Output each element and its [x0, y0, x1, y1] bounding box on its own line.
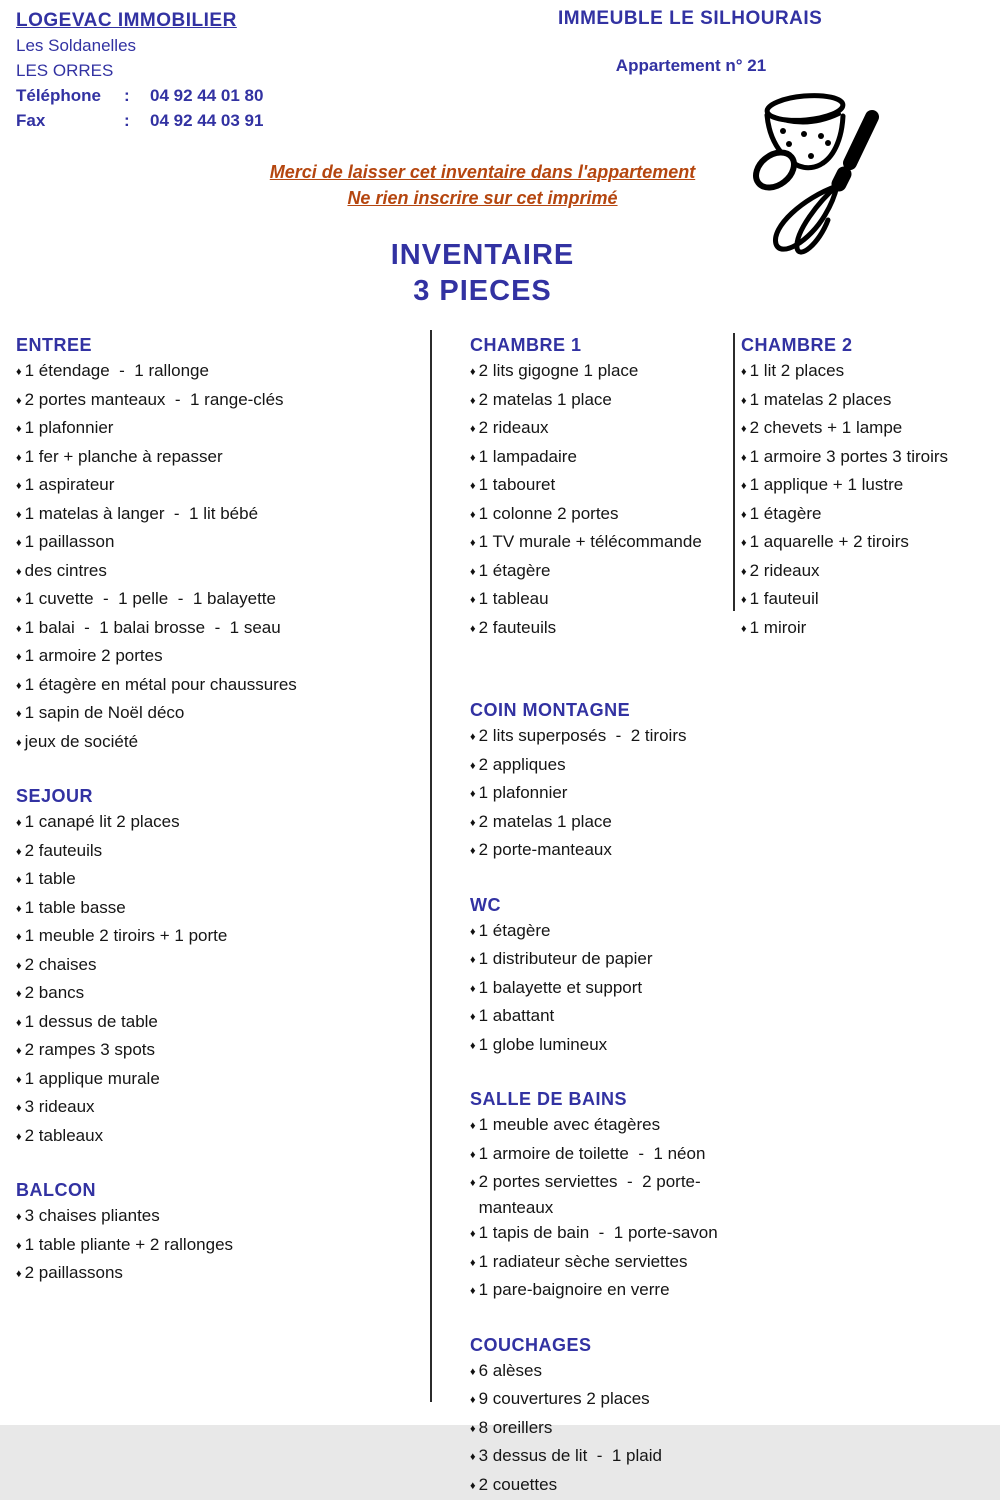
inventory-item: [470, 946, 742, 975]
inventory-item: [470, 1220, 742, 1249]
diamond-bullet-icon: ♦: [16, 645, 22, 671]
inventory-item: [470, 415, 742, 444]
fax-row: [16, 108, 263, 133]
item-text: 3 rideaux: [25, 1094, 95, 1120]
inventory-item: [470, 1032, 742, 1061]
item-text: 1 étagère en métal pour chaussures: [25, 672, 297, 698]
item-text: 2 portes serviettes - 2 porte-manteaux: [479, 1169, 742, 1220]
item-text: 1 étendage - 1 rallonge: [25, 358, 209, 384]
inventory-item: [470, 1386, 742, 1415]
inventory-section: [16, 1177, 428, 1289]
title-line-2: 3 PIECES: [0, 273, 965, 309]
item-text: 1 meuble avec étagères: [479, 1112, 660, 1138]
inventory-item: [470, 809, 742, 838]
section-heading: BALCON: [16, 1177, 428, 1203]
item-text: 1 balayette et support: [479, 975, 643, 1001]
diamond-bullet-icon: ♦: [470, 503, 476, 529]
inventory-item: [16, 838, 428, 867]
inventory-column-left: [16, 332, 428, 1289]
fax-label: Fax: [16, 108, 124, 133]
inventory-item: [16, 558, 428, 587]
inventory-item: [470, 387, 742, 416]
diamond-bullet-icon: ♦: [470, 389, 476, 415]
diamond-bullet-icon: ♦: [741, 560, 747, 586]
item-text: 2 chaises: [25, 952, 97, 978]
inventory-item: [16, 1203, 428, 1232]
diamond-bullet-icon: ♦: [470, 1474, 476, 1500]
inventory-item: [16, 1232, 428, 1261]
diamond-bullet-icon: ♦: [16, 674, 22, 700]
diamond-bullet-icon: ♦: [470, 782, 476, 808]
inventory-section: [470, 332, 742, 643]
section-heading: COIN MONTAGNE: [470, 697, 742, 723]
inventory-column-middle: [470, 332, 742, 1500]
inventory-item: [470, 752, 742, 781]
inventory-item: [16, 866, 428, 895]
item-text: 1 table: [25, 866, 76, 892]
item-text: 2 bancs: [25, 980, 85, 1006]
diamond-bullet-icon: ♦: [741, 417, 747, 443]
inventory-item: [470, 1415, 742, 1444]
inventory-item: [741, 529, 997, 558]
diamond-bullet-icon: ♦: [16, 389, 22, 415]
item-text: 1 cuvette - 1 pelle - 1 balayette: [25, 586, 276, 612]
item-text: 1 armoire 3 portes 3 tiroirs: [750, 444, 948, 470]
city-name: LES ORRES: [16, 58, 263, 83]
inventory-item: [741, 586, 997, 615]
diamond-bullet-icon: ♦: [16, 840, 22, 866]
inventory-item: [741, 558, 997, 587]
fax-number: 04 92 44 03 91: [150, 108, 263, 133]
item-text: 2 paillassons: [25, 1260, 123, 1286]
item-text: 2 appliques: [479, 752, 566, 778]
diamond-bullet-icon: ♦: [16, 1011, 22, 1037]
inventory-column-right: [741, 332, 997, 643]
item-text: 3 chaises pliantes: [25, 1203, 160, 1229]
item-text: 1 paillasson: [25, 529, 115, 555]
diamond-bullet-icon: ♦: [470, 1114, 476, 1140]
item-text: 1 fer + planche à repasser: [25, 444, 223, 470]
item-text: 1 matelas 2 places: [750, 387, 892, 413]
column-divider-left: [430, 330, 432, 1402]
inventory-section: [16, 783, 428, 1151]
inventory-item: [470, 975, 742, 1004]
phone-row: [16, 83, 263, 108]
building-name: IMMEUBLE LE SILHOURAIS: [558, 8, 824, 30]
diamond-bullet-icon: ♦: [470, 839, 476, 865]
diamond-bullet-icon: ♦: [470, 1445, 476, 1471]
diamond-bullet-icon: ♦: [470, 474, 476, 500]
inventory-item: [16, 615, 428, 644]
item-text: 1 étagère: [479, 918, 551, 944]
item-text: 1 armoire 2 portes: [25, 643, 163, 669]
diamond-bullet-icon: ♦: [470, 977, 476, 1003]
item-text: jeux de société: [25, 729, 138, 755]
inventory-item: [741, 387, 997, 416]
inventory-item: [470, 723, 742, 752]
item-text: 2 rampes 3 spots: [25, 1037, 155, 1063]
diamond-bullet-icon: ♦: [16, 868, 22, 894]
inventory-item: [470, 1249, 742, 1278]
inventory-item: [470, 586, 742, 615]
diamond-bullet-icon: ♦: [16, 982, 22, 1008]
inventory-section: [741, 332, 997, 643]
item-text: 1 canapé lit 2 places: [25, 809, 180, 835]
inventory-item: [16, 387, 428, 416]
inventory-item: [470, 444, 742, 473]
diamond-bullet-icon: ♦: [16, 446, 22, 472]
inventory-section: [16, 332, 428, 757]
inventory-item: [470, 358, 742, 387]
inventory-item: [16, 643, 428, 672]
diamond-bullet-icon: ♦: [16, 588, 22, 614]
diamond-bullet-icon: ♦: [470, 1143, 476, 1169]
item-text: 6 alèses: [479, 1358, 542, 1384]
diamond-bullet-icon: ♦: [16, 954, 22, 980]
item-text: 1 distributeur de papier: [479, 946, 653, 972]
inventory-item: [16, 586, 428, 615]
notice-line-2: Ne rien inscrire sur cet imprimé: [0, 185, 965, 211]
inventory-item: [741, 358, 997, 387]
diamond-bullet-icon: ♦: [741, 389, 747, 415]
diamond-bullet-icon: ♦: [470, 446, 476, 472]
inventory-item: [16, 809, 428, 838]
item-text: 1 lampadaire: [479, 444, 577, 470]
inventory-item: [470, 918, 742, 947]
section-heading: SEJOUR: [16, 783, 428, 809]
item-text: 1 colonne 2 portes: [479, 501, 619, 527]
item-text: 1 tabouret: [479, 472, 556, 498]
item-text: 1 armoire de toilette - 1 néon: [479, 1141, 706, 1167]
inventory-item: [741, 615, 997, 644]
inventory-item: [741, 501, 997, 530]
item-text: 2 couettes: [479, 1472, 557, 1498]
inventory-item: [16, 444, 428, 473]
inventory-item: [470, 1003, 742, 1032]
item-text: 1 radiateur sèche serviettes: [479, 1249, 688, 1275]
item-text: 1 matelas à langer - 1 lit bébé: [25, 501, 258, 527]
diamond-bullet-icon: ♦: [470, 1034, 476, 1060]
item-text: 1 table pliante + 2 rallonges: [25, 1232, 233, 1258]
section-heading: CHAMBRE 2: [741, 332, 997, 358]
item-text: 2 rideaux: [750, 558, 820, 584]
diamond-bullet-icon: ♦: [470, 1417, 476, 1443]
diamond-bullet-icon: ♦: [741, 446, 747, 472]
diamond-bullet-icon: ♦: [470, 725, 476, 751]
diamond-bullet-icon: ♦: [16, 617, 22, 643]
item-text: 1 tableau: [479, 586, 549, 612]
inventory-item: [16, 980, 428, 1009]
inventory-item: [470, 1443, 742, 1472]
inventory-item: [16, 472, 428, 501]
inventory-item: [16, 1123, 428, 1152]
notice-line-1: Merci de laisser cet inventaire dans l'appartement: [0, 159, 965, 185]
diamond-bullet-icon: ♦: [741, 531, 747, 557]
diamond-bullet-icon: ♦: [741, 617, 747, 643]
item-text: 1 plafonnier: [479, 780, 568, 806]
section-heading: SALLE DE BAINS: [470, 1086, 742, 1112]
inventory-item: [16, 415, 428, 444]
phone-separator: :: [124, 83, 150, 108]
diamond-bullet-icon: ♦: [470, 531, 476, 557]
inventory-item: [470, 558, 742, 587]
inventory-item: [741, 444, 997, 473]
fax-separator: :: [124, 108, 150, 133]
item-text: 1 meuble 2 tiroirs + 1 porte: [25, 923, 228, 949]
item-text: 2 porte-manteaux: [479, 837, 612, 863]
diamond-bullet-icon: ♦: [470, 1171, 476, 1197]
item-text: 1 applique murale: [25, 1066, 160, 1092]
inventory-item: [16, 1037, 428, 1066]
item-text: 2 rideaux: [479, 415, 549, 441]
inventory-item: [16, 1009, 428, 1038]
inventory-item: [741, 415, 997, 444]
item-text: 2 matelas 1 place: [479, 387, 612, 413]
diamond-bullet-icon: ♦: [16, 417, 22, 443]
mixing-bowl-egg-whisk-icon: [745, 85, 930, 265]
item-text: 1 plafonnier: [25, 415, 114, 441]
inventory-item: [470, 780, 742, 809]
item-text: 2 lits superposés - 2 tiroirs: [479, 723, 687, 749]
inventory-item: [16, 952, 428, 981]
item-text: 1 TV murale + télécommande: [479, 529, 702, 555]
inventory-item: [16, 895, 428, 924]
section-heading: COUCHAGES: [470, 1332, 742, 1358]
diamond-bullet-icon: ♦: [741, 360, 747, 386]
diamond-bullet-icon: ♦: [470, 417, 476, 443]
inventory-item: [16, 672, 428, 701]
diamond-bullet-icon: ♦: [470, 1222, 476, 1248]
diamond-bullet-icon: ♦: [470, 560, 476, 586]
inventory-section: [470, 697, 742, 866]
diamond-bullet-icon: ♦: [470, 1251, 476, 1277]
diamond-bullet-icon: ♦: [16, 474, 22, 500]
section-heading: ENTREE: [16, 332, 428, 358]
diamond-bullet-icon: ♦: [470, 617, 476, 643]
section-heading: WC: [470, 892, 742, 918]
diamond-bullet-icon: ♦: [16, 1262, 22, 1288]
item-text: 1 tapis de bain - 1 porte-savon: [479, 1220, 718, 1246]
diamond-bullet-icon: ♦: [16, 360, 22, 386]
inventory-item: [16, 1260, 428, 1289]
diamond-bullet-icon: ♦: [16, 925, 22, 951]
item-text: des cintres: [25, 558, 107, 584]
item-text: 1 dessus de table: [25, 1009, 158, 1035]
item-text: 1 sapin de Noël déco: [25, 700, 185, 726]
inventory-item: [470, 1358, 742, 1387]
diamond-bullet-icon: ♦: [16, 503, 22, 529]
inventory-item: [470, 501, 742, 530]
diamond-bullet-icon: ♦: [16, 531, 22, 557]
diamond-bullet-icon: ♦: [16, 1125, 22, 1151]
diamond-bullet-icon: ♦: [16, 1068, 22, 1094]
diamond-bullet-icon: ♦: [16, 1039, 22, 1065]
item-text: 1 aspirateur: [25, 472, 115, 498]
item-text: 1 pare-baignoire en verre: [479, 1277, 670, 1303]
inventory-item: [16, 923, 428, 952]
diamond-bullet-icon: ♦: [741, 503, 747, 529]
inventory-item: [16, 529, 428, 558]
inventory-section: [470, 1086, 742, 1306]
item-text: 2 matelas 1 place: [479, 809, 612, 835]
item-text: 2 fauteuils: [479, 615, 557, 641]
agency-name: LOGEVAC IMMOBILIER: [16, 8, 263, 33]
diamond-bullet-icon: ♦: [741, 588, 747, 614]
inventory-item: [470, 615, 742, 644]
diamond-bullet-icon: ♦: [16, 1096, 22, 1122]
diamond-bullet-icon: ♦: [16, 702, 22, 728]
inventory-item: [741, 472, 997, 501]
item-text: 1 fauteuil: [750, 586, 819, 612]
diamond-bullet-icon: ♦: [470, 754, 476, 780]
diamond-bullet-icon: ♦: [470, 1388, 476, 1414]
item-text: 3 dessus de lit - 1 plaid: [479, 1443, 662, 1469]
item-text: 1 lit 2 places: [750, 358, 845, 384]
diamond-bullet-icon: ♦: [16, 1205, 22, 1231]
inventory-item: [470, 837, 742, 866]
diamond-bullet-icon: ♦: [16, 731, 22, 757]
item-text: 1 applique + 1 lustre: [750, 472, 904, 498]
item-text: 1 étagère: [750, 501, 822, 527]
inventory-item: [470, 1472, 742, 1500]
item-text: 2 tableaux: [25, 1123, 103, 1149]
diamond-bullet-icon: ♦: [470, 1279, 476, 1305]
inventory-item: [470, 1169, 742, 1220]
diamond-bullet-icon: ♦: [16, 897, 22, 923]
item-text: 1 miroir: [750, 615, 807, 641]
inventory-item: [470, 1141, 742, 1170]
inventory-section: [470, 892, 742, 1061]
inventory-section: [470, 1332, 742, 1500]
item-text: 1 aquarelle + 2 tiroirs: [750, 529, 909, 555]
inventory-item: [470, 1112, 742, 1141]
diamond-bullet-icon: ♦: [470, 588, 476, 614]
residence-name: Les Soldanelles: [16, 33, 263, 58]
item-text: 2 chevets + 1 lampe: [750, 415, 903, 441]
diamond-bullet-icon: ♦: [741, 474, 747, 500]
inventory-item: [16, 700, 428, 729]
title-line-1: INVENTAIRE: [0, 237, 965, 273]
inventory-item: [16, 1066, 428, 1095]
agency-header: [16, 8, 263, 133]
item-text: 1 balai - 1 balai brosse - 1 seau: [25, 615, 281, 641]
item-text: 1 abattant: [479, 1003, 555, 1029]
apartment-number: Appartement n° 21: [558, 56, 824, 76]
section-heading: CHAMBRE 1: [470, 332, 742, 358]
item-text: 2 fauteuils: [25, 838, 103, 864]
inventory-item: [470, 472, 742, 501]
diamond-bullet-icon: ♦: [470, 811, 476, 837]
inventory-item: [16, 501, 428, 530]
item-text: 2 lits gigogne 1 place: [479, 358, 639, 384]
inventory-item: [16, 729, 428, 758]
inventory-item: [16, 358, 428, 387]
item-text: 1 étagère: [479, 558, 551, 584]
phone-number: 04 92 44 01 80: [150, 83, 263, 108]
diamond-bullet-icon: ♦: [16, 560, 22, 586]
inventory-item: [16, 1094, 428, 1123]
item-text: 8 oreillers: [479, 1415, 553, 1441]
diamond-bullet-icon: ♦: [470, 948, 476, 974]
item-text: 1 table basse: [25, 895, 126, 921]
item-text: 9 couvertures 2 places: [479, 1386, 650, 1412]
diamond-bullet-icon: ♦: [16, 811, 22, 837]
diamond-bullet-icon: ♦: [470, 360, 476, 386]
diamond-bullet-icon: ♦: [470, 1360, 476, 1386]
inventory-item: [470, 1277, 742, 1306]
diamond-bullet-icon: ♦: [16, 1234, 22, 1260]
diamond-bullet-icon: ♦: [470, 920, 476, 946]
item-text: 2 portes manteaux - 1 range-clés: [25, 387, 284, 413]
building-header: [558, 8, 824, 76]
phone-label: Téléphone: [16, 83, 124, 108]
inventory-item: [470, 529, 742, 558]
item-text: 1 globe lumineux: [479, 1032, 608, 1058]
diamond-bullet-icon: ♦: [470, 1005, 476, 1031]
